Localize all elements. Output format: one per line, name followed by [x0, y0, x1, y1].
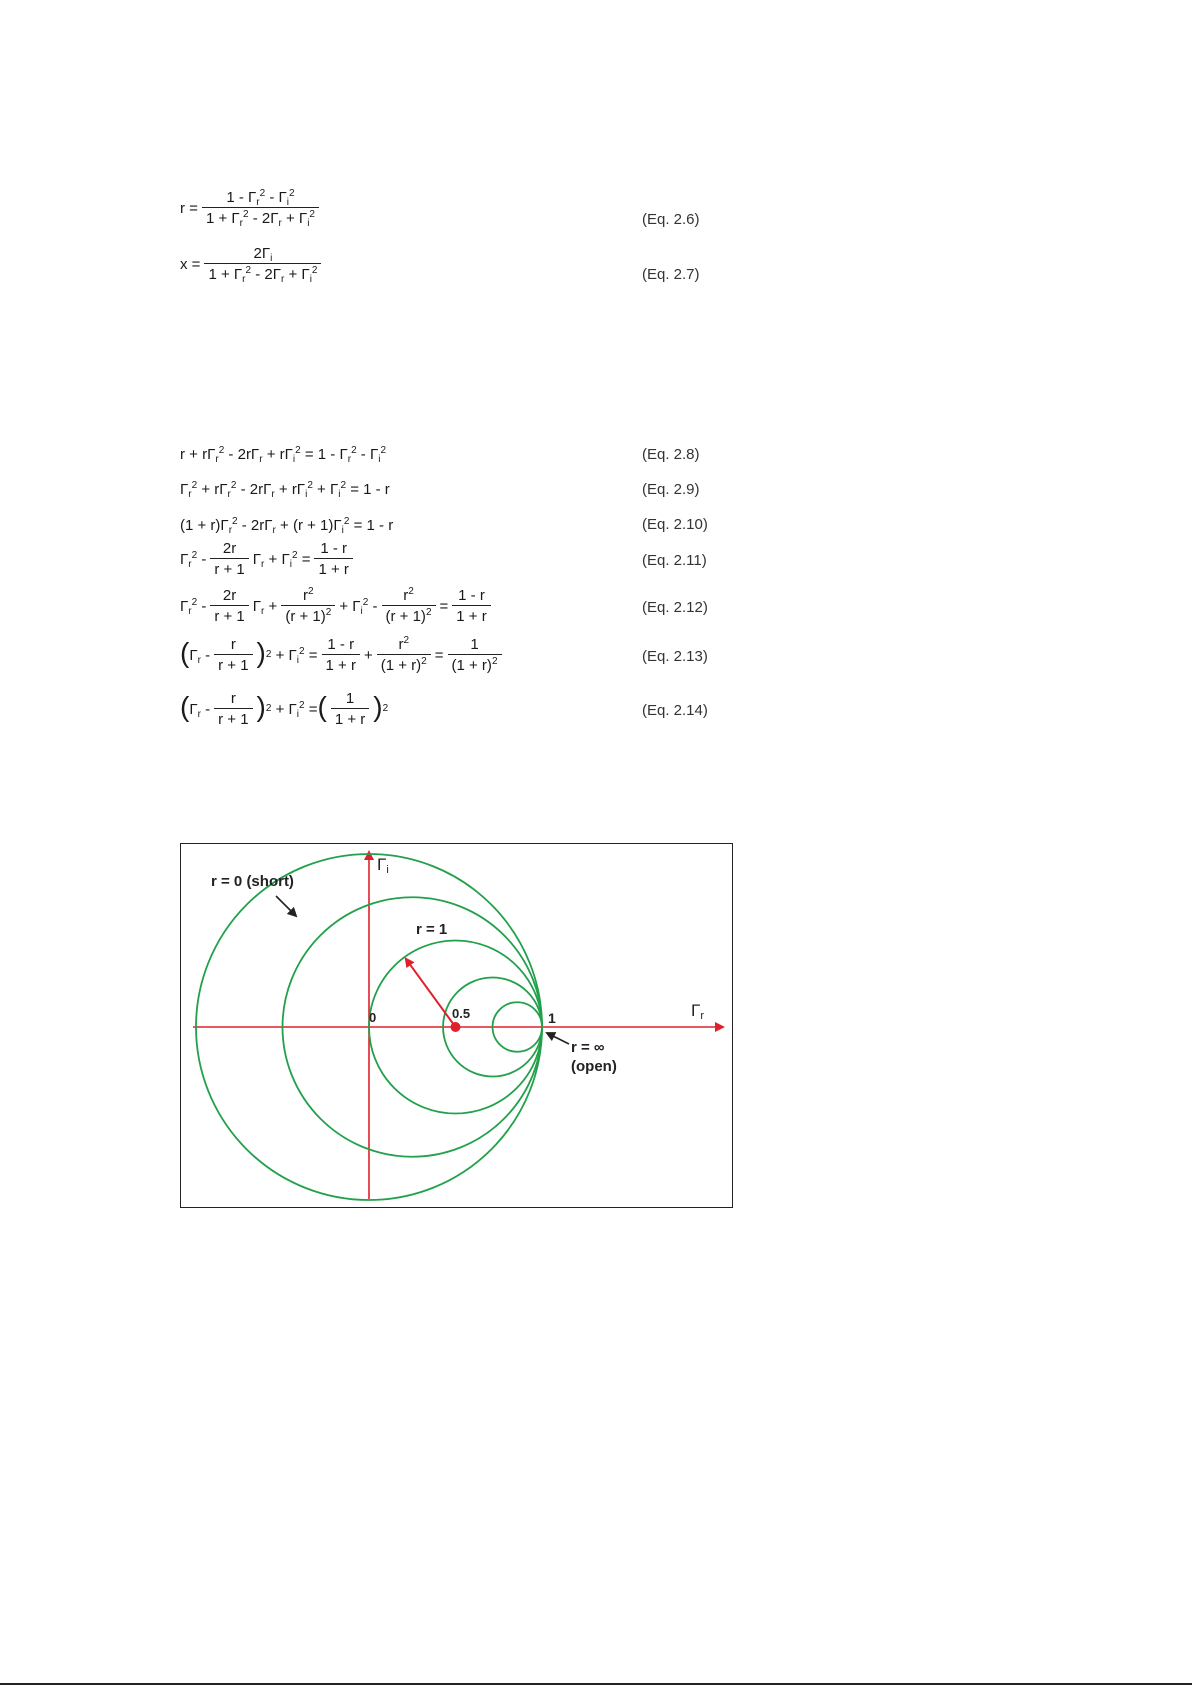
gamma-r-axis-label: $\Gamma_r$: [691, 1001, 705, 1022]
equation-2-6: r = $\frac{1 - \Gamma_r^2 - \Gamma_i^2}{1 + \Gamma_r^2 - 2\Gamma_r + \Gamma_i^2}$: [180, 190, 323, 226]
tick-label-one: 1: [548, 1010, 556, 1026]
open-circuit-annotation-line1: r = ∞: [571, 1039, 605, 1056]
equation-2-13: ( $\Gamma_r$ - $\frac{r}{r + 1}$ ) 2 + $\Gamma_i^2$ = $\frac{1 - r}{1 + r}$ + $\frac{r^2}{(1 + r)^2}$ = $\frac{1}{(1 + r)^2}$: [180, 637, 506, 673]
open-circuit-annotation-line2: (open): [571, 1058, 617, 1075]
tick-label-zero: 0: [369, 1010, 377, 1025]
equation-label-2-9: (Eq. 2.9): [642, 481, 700, 498]
equation-label-2-6: (Eq. 2.6): [642, 211, 700, 228]
tick-label-half: 0.5: [452, 1006, 471, 1021]
equation-label-2-13: (Eq. 2.13): [642, 648, 708, 665]
open-annotation-arrow: [547, 1033, 569, 1044]
gamma-i-axis-label: $\Gamma_i$: [377, 855, 389, 876]
r-one-annotation: r = 1: [416, 921, 448, 938]
equation-2-9: $\Gamma_r^2 + r\Gamma_r^2 - 2r\Gamma_r + r\Gamma_i^2 + \Gamma_i^2 = 1 - r$: [180, 480, 390, 500]
equation-2-8: $r + r\Gamma_r^2 - 2r\Gamma_r + r\Gamma_i^2 = 1 - \Gamma_r^2 - \Gamma_i^2$: [180, 445, 387, 465]
equation-2-12: $\Gamma_r^2$ - $\frac{2r}{r + 1}$ $\Gamma_r$ + $\frac{r^2}{(r + 1)^2}$ + $\Gamma_i^2$ - $\frac{r^2}{(r + 1)^2}$ = $\frac{1 - r}{1 + r}$: [180, 588, 495, 624]
equation-2-14: ( $\Gamma_r$ - $\frac{r}{r + 1}$ ) 2 + $\Gamma_i^2$ = ( $\frac{1}{1 + r}$ ) 2: [180, 690, 389, 728]
equation-2-7: x = $\frac{2\Gamma_i}{1 + \Gamma_r^2 - 2\Gamma_r + \Gamma_i^2}$: [180, 246, 325, 282]
equation-label-2-8: (Eq. 2.8): [642, 446, 700, 463]
equation-label-2-11: (Eq. 2.11): [642, 552, 707, 569]
center-point: [451, 1022, 461, 1032]
short-annotation-arrow: [276, 896, 296, 916]
equation-label-2-12: (Eq. 2.12): [642, 599, 708, 616]
equation-label-2-10: (Eq. 2.10): [642, 516, 708, 533]
equation-label-2-14: (Eq. 2.14): [642, 702, 708, 719]
radius-arrow: [406, 959, 456, 1027]
resistance-circles-figure: [180, 843, 733, 1208]
resistance-circles-svg: [181, 844, 732, 1207]
equation-label-2-7: (Eq. 2.7): [642, 266, 700, 283]
short-circuit-annotation: r = 0 (short): [211, 873, 294, 890]
equation-2-10: $(1 + r)\Gamma_r^2 - 2r\Gamma_r + (r + 1)\Gamma_i^2 = 1 - r$: [180, 516, 394, 536]
equation-2-11: $\Gamma_r^2$ - $\frac{2r}{r + 1}$ $\Gamma_r + \Gamma_i^2$ = $\frac{1 - r}{1 + r}$: [180, 541, 357, 577]
